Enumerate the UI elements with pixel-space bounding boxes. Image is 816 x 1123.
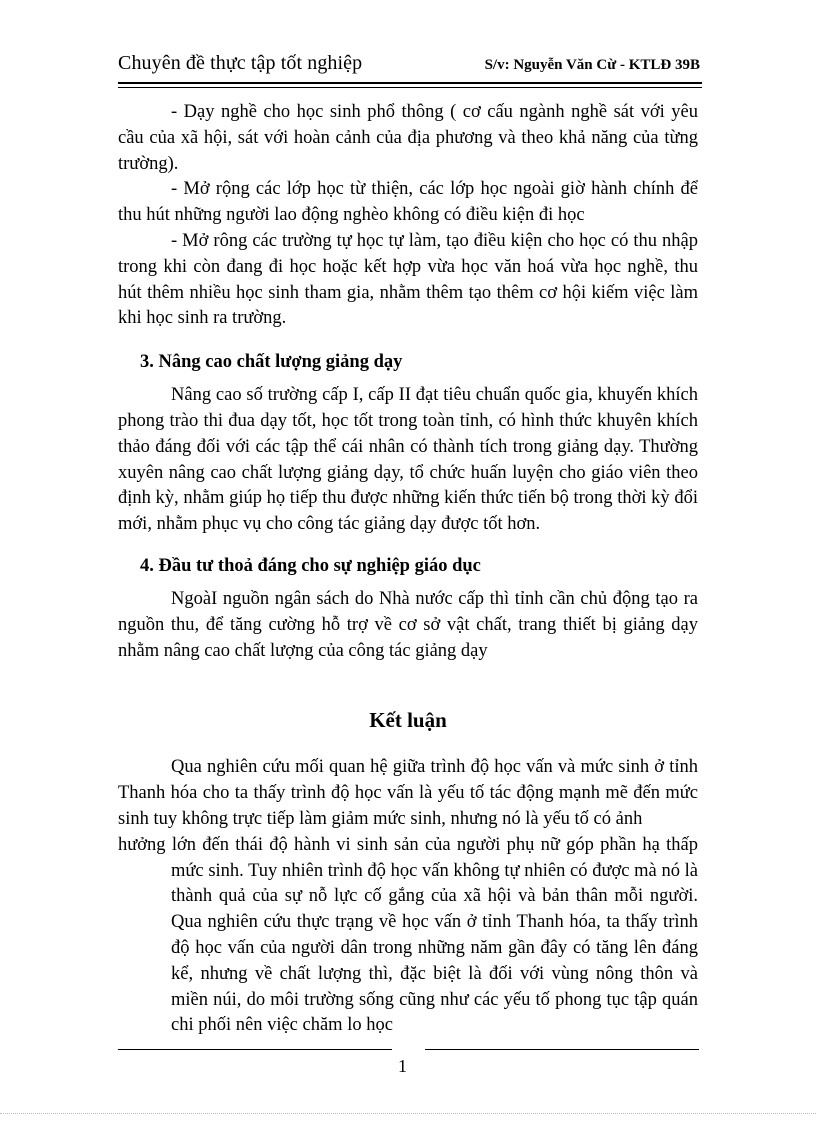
- conclusion-title: Kết luận: [369, 708, 447, 733]
- page-boundary: [0, 1113, 816, 1114]
- header-rule-thin: [118, 87, 702, 88]
- section-4-paragraph: NgoàI nguồn ngân sách do Nhà nước cấp thì tỉnh cần chủ động tạo ra nguồn thu, để tăng cường hỗ trợ về cơ sở vật chất, trang thiết bị giảng dạy nhằm nâng cao chất lượng của công tác giảng dạy: [118, 588, 698, 661]
- paragraph-charity-classes: - Mở rộng các lớp học từ thiện, các lớp học ngoài giờ hành chính để thu hút những người lao động nghèo không có điều kiện đi học: [118, 179, 698, 226]
- section-3-heading: 3. Nâng cao chất lượng giảng dạy: [140, 352, 403, 373]
- header-title: Chuyên đề thực tập tốt nghiệp: [118, 52, 363, 74]
- document-body: [118, 100, 698, 1039]
- footer-rule-left: [118, 1049, 392, 1050]
- section-4-heading: 4. Đầu tư thoả đáng cho sự nghiệp giáo dục: [140, 555, 481, 576]
- header-rule-thick: [118, 82, 702, 84]
- paragraph-vocational-training: - Dạy nghề cho học sinh phổ thông ( cơ cấu ngành nghề sát với yêu cầu của xã hội, sát với hoàn cảnh của địa phương và theo khả năng của từng trường).: [118, 102, 698, 174]
- page-number: 1: [398, 1056, 407, 1076]
- conclusion-paragraph-1: Qua nghiên cứu mối quan hệ giữa trình độ học vấn và mức sinh ở tỉnh Thanh hóa cho ta thấy trình độ học vấn là yếu tố tác động mạnh mẽ đến mức sinh tuy không trực tiếp làm giảm mức sinh, nhưng nó là yếu tố có ảnh: [118, 757, 698, 829]
- header-author: S/v: Nguyễn Văn Cừ - KTLĐ 39B: [484, 57, 700, 73]
- footer-rule-right: [425, 1049, 699, 1050]
- page-header: [118, 52, 700, 82]
- section-3-paragraph: Nâng cao số trường cấp I, cấp II đạt tiêu chuẩn quốc gia, khuyến khích phong trào thi đua dạy tốt, học tốt trong toàn tỉnh, có hình thức khuyên khích thảo đáng đối với các tập thể cái nhân có thành tích trong giảng dạy. Thường xuyên nâng cao chất lượng giảng dạy, tổ chức huấn luyện cho giáo viên theo định kỳ, nhằm giúp họ tiếp thu được những kiến thức tiến bộ trong thời kỳ đổi mới, nhằm phục vụ cho công tác giảng dạy được tốt hơn.: [118, 385, 698, 535]
- conclusion-paragraph-2: hưởng lớn đến thái độ hành vi sinh sản của người phụ nữ góp phần hạ thấp mức sinh. Tuy nhiên trình độ học vấn không tự nhiên có được mà nó là thành quả của sự nỗ lực cố gắng của xã hội và bản thân mỗi người. Qua nghiên cứu thực trạng về học vấn ở tỉnh Thanh hóa, ta thấy trình độ học vấn của người dân trong những năm gần đây có tăng lên đáng kể, nhưng về chất lượng thì, đặc biệt là đối với vùng nông thôn và miền núi, do môi trường sống cũng như các yếu tố phong tục tập quán chi phối nên việc chăm lo học: [118, 834, 698, 1036]
- paragraph-self-study-schools: - Mở rông các trường tự học tự làm, tạo điều kiện cho học có thu nhập trong khi còn đang đi học hoặc kết hợp vừa học văn hoá vừa học nghề, thu hút thêm nhiều học sinh tham gia, nhằm thêm tạo thêm cơ hội kiếm việc làm khi học sinh ra trường.: [118, 230, 698, 329]
